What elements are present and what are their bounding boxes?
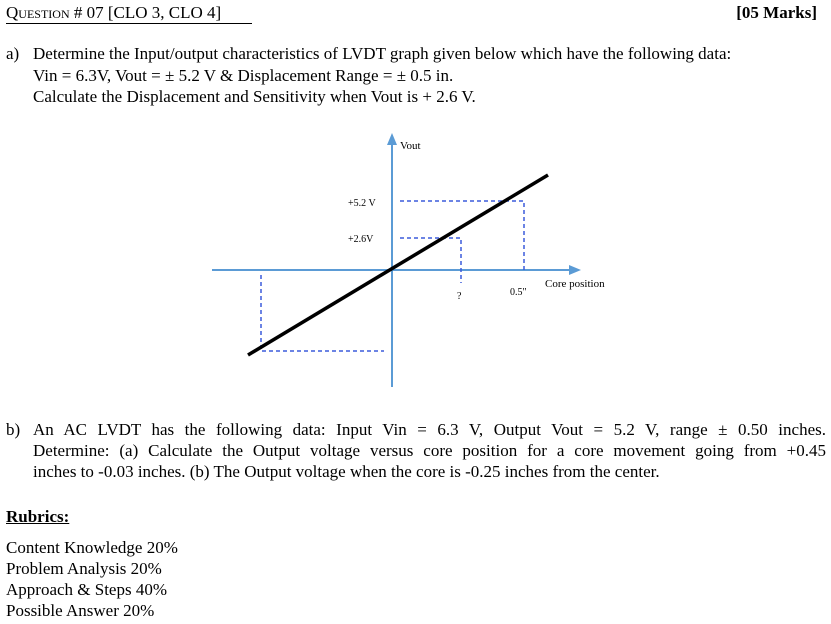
label-2-6v: +2.6V — [348, 234, 374, 245]
question-label: Question # 07 — [6, 3, 104, 22]
y-axis-arrowhead — [387, 133, 397, 145]
y-axis-label: Vout — [400, 140, 421, 152]
characteristic-line — [248, 175, 548, 355]
rubric-item: Approach & Steps 40% — [6, 580, 168, 599]
label-0-5-inch: 0.5" — [510, 287, 527, 298]
marks-label: [05 Marks] — [736, 3, 817, 22]
question-title — [6, 3, 221, 23]
part-a-line-2: Vin = 6.3V, Vout = ± 5.2 V & Displacement Range = ± 0.5 in. — [33, 66, 454, 85]
rubrics-title: Rubrics: — [6, 507, 70, 526]
part-b-line-2: Determine: (a) Calculate the Output voltage versus core position for a core movement going from +0.45 — [33, 441, 826, 460]
part-a-marker: a) — [6, 44, 20, 63]
x-axis-label: Core position — [545, 278, 605, 290]
label-5-2v: +5.2 V — [348, 198, 376, 209]
part-a-line-3: Calculate the Displacement and Sensitivity when Vout is + 2.6 V. — [33, 87, 476, 106]
rubric-item: Possible Answer 20% — [6, 601, 155, 620]
dash-guide-5-2v — [400, 201, 524, 270]
title-underline — [6, 23, 252, 24]
clo-label: [CLO 3, CLO 4] — [107, 3, 222, 22]
part-b-line-3: inches to -0.03 inches. (b) The Output voltage when the core is -0.25 inches from the center. — [33, 462, 660, 481]
rubric-item: Content Knowledge 20% — [6, 538, 178, 557]
part-b-line-1: An AC LVDT has the following data: Input Vin = 6.3 V, Output Vout = 5.2 V, range ± 0.50 inches. — [33, 420, 826, 439]
lvdt-graph — [200, 125, 640, 390]
part-a-line-1: Determine the Input/output characteristics of LVDT graph given below which have the following data: — [33, 44, 732, 63]
x-axis-arrowhead — [569, 265, 581, 275]
part-b-marker: b) — [6, 420, 21, 439]
label-unknown-displacement: ? — [457, 291, 462, 302]
rubric-item: Problem Analysis 20% — [6, 559, 162, 578]
